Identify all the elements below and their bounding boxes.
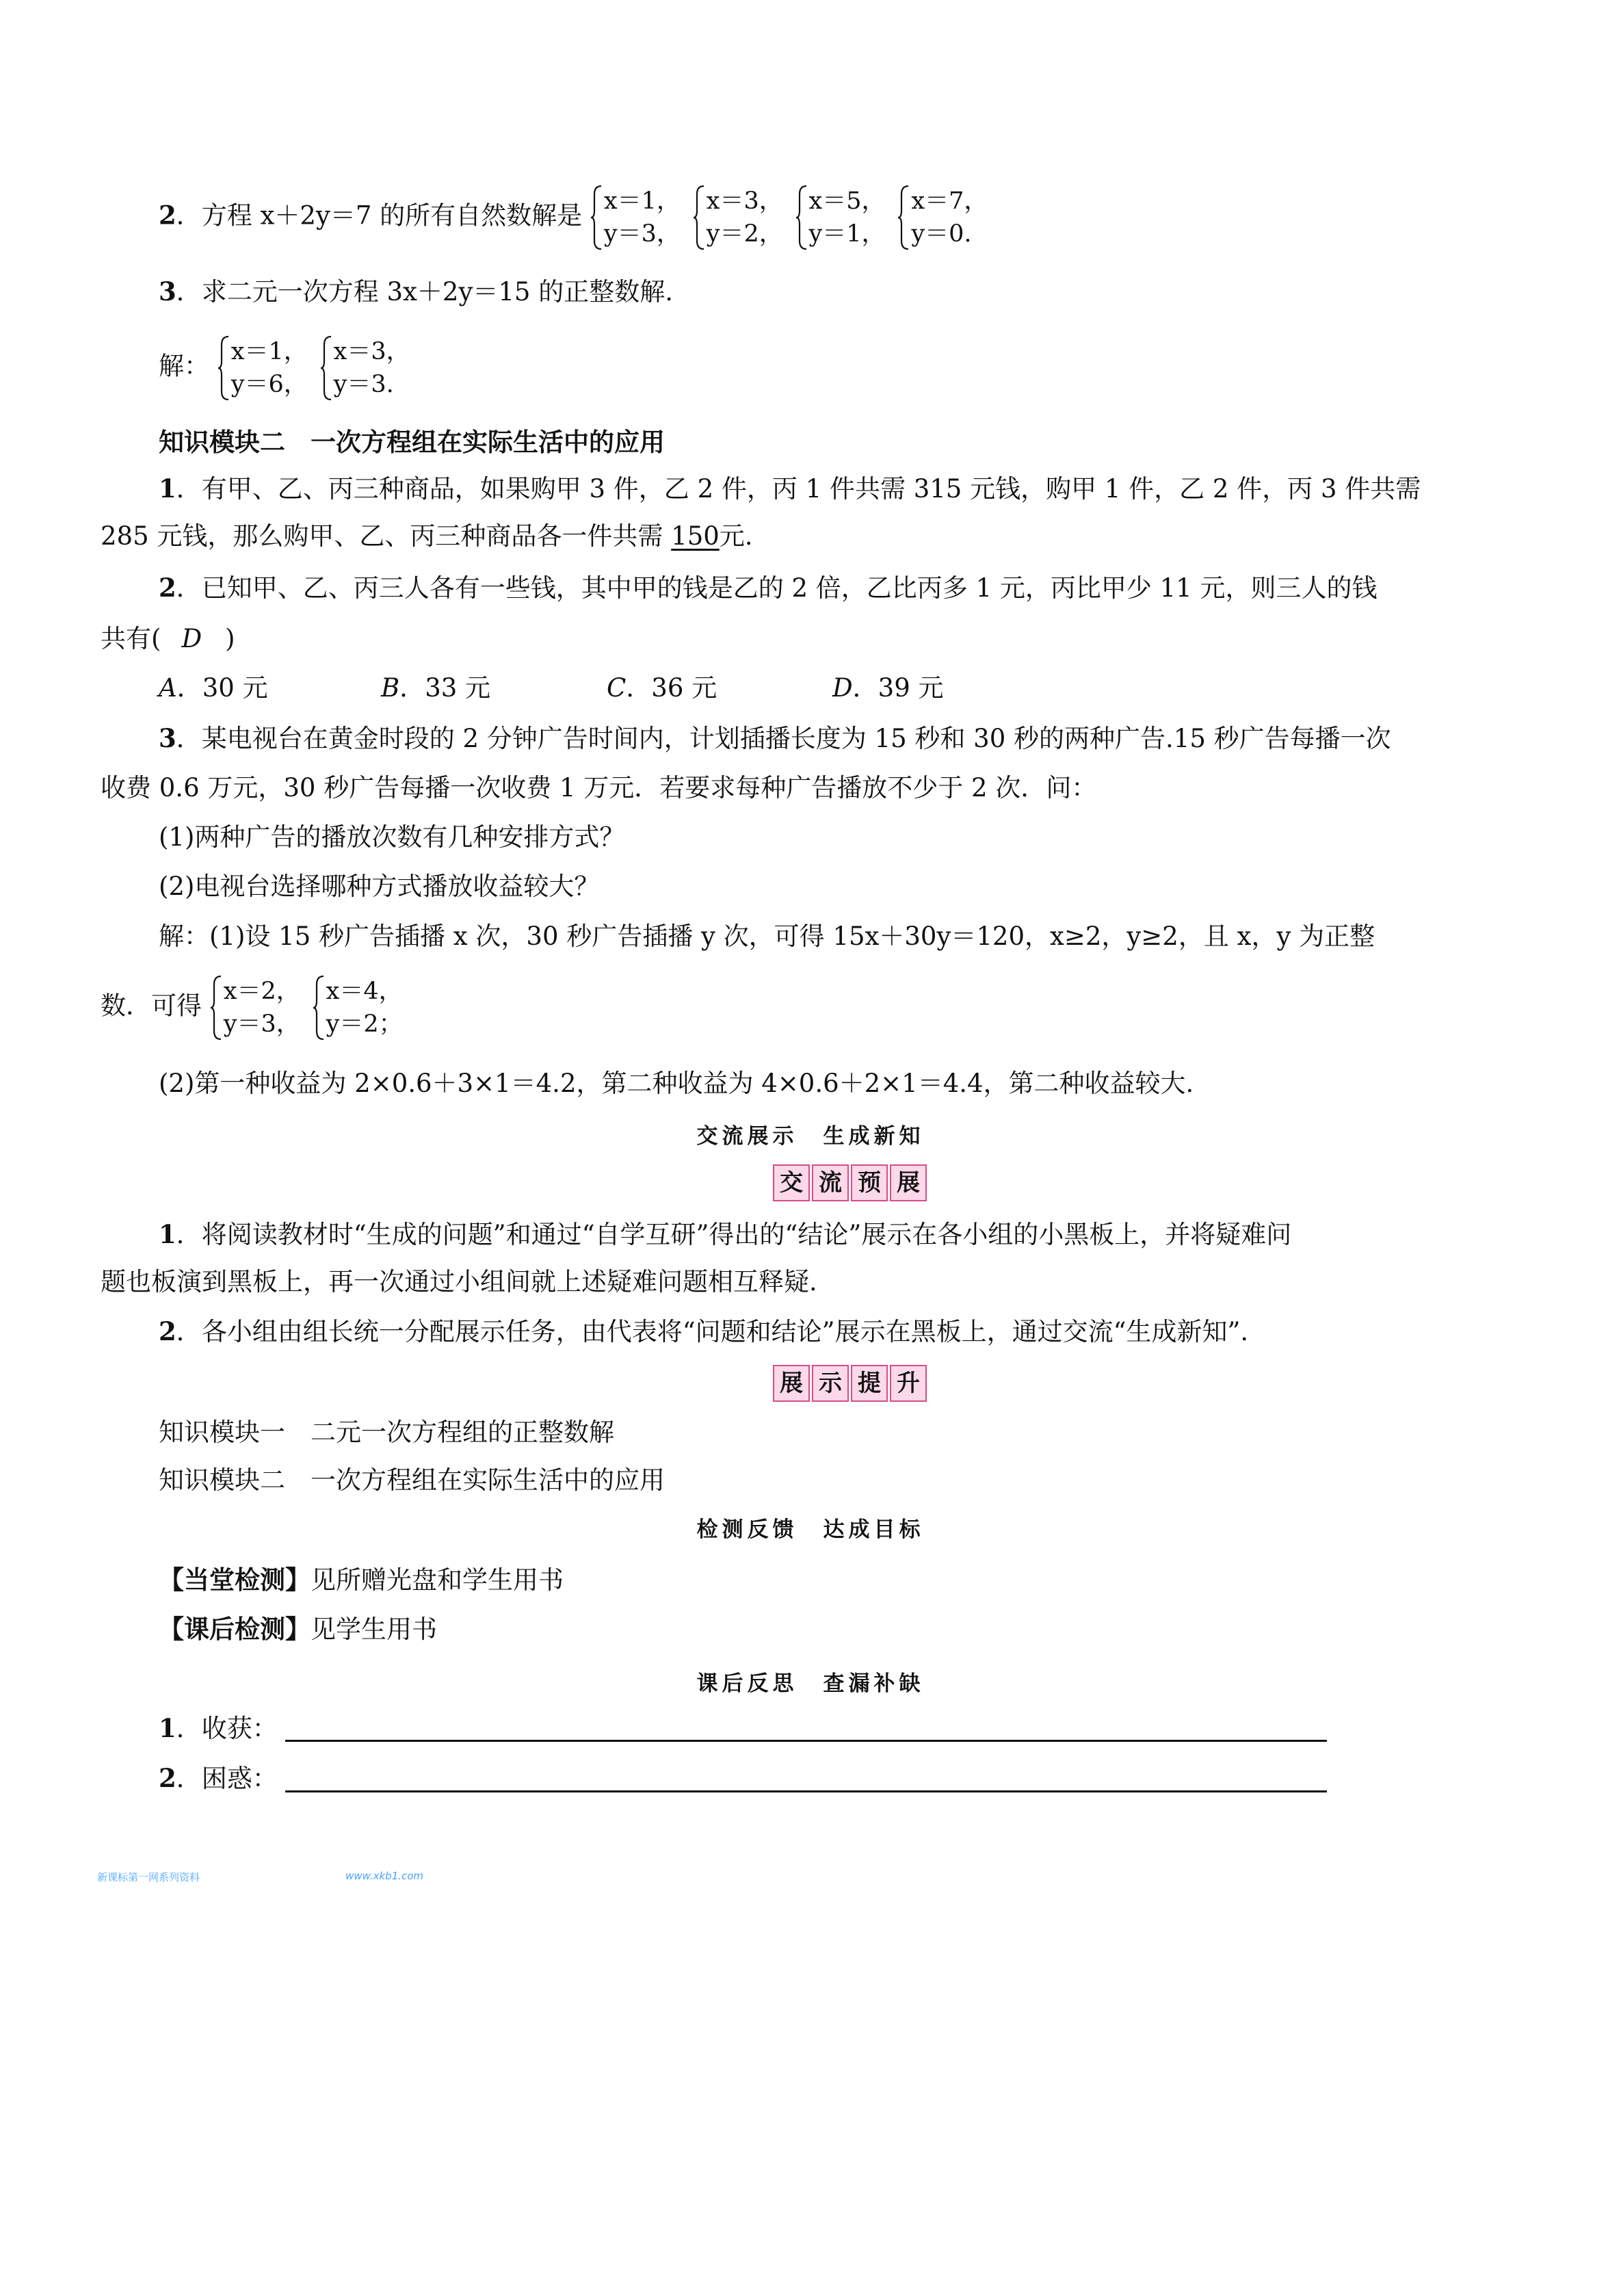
solution-line [159,335,414,401]
reflect-doubt: 2．困惑： [159,1763,278,1793]
option-b: B．33 元 [381,673,491,703]
q-text: ．求二元一次方程 3x＋2y＝15 的正整数解. [176,277,673,306]
knowledge-module-1: 知识模块一 二元一次方程组的正整数解 [159,1418,614,1447]
equation-system: x＝4， y＝2； [313,975,403,1041]
equation-system: x＝3， y＝2， [693,185,783,250]
q-number: 2 [159,1316,176,1346]
q3-sub2: (2)电视台选择哪种方式播放收益较大？ [159,872,600,901]
q-number: 1 [159,473,176,504]
solution-label: 解： [159,351,209,381]
option-d: D．39 元 [832,673,944,703]
equation-system: x＝1， y＝3， [590,185,681,250]
doubt-fill-line [285,1790,1327,1792]
option-c: C．36 元 [607,673,717,703]
answer-blank: 150 [671,521,720,551]
ex1-line2: 题也板演到黑板上，再一次通过小组间就上述疑难问题相互释疑. [101,1267,817,1296]
section-exchange-title: 交流展示 生成新知 [696,1124,925,1149]
footer-right: www.xkb1.com [345,1870,424,1882]
q-number: 3 [159,276,176,306]
exchange-badge: 交 流 预 展 [773,1164,929,1201]
ex2-line1: 2．各小组由组长统一分配展示任务，由代表将“问题和结论”展示在黑板上，通过交流“生成新知”. [159,1316,1249,1346]
q3-line1: 3．某电视台在黄金时段的 2 分钟广告时间内，计划插播长度为 15 秒和 30 秒的两种广告.15 秒广告每播一次 [159,723,1391,753]
equation-system: x＝3， y＝3. [320,335,410,401]
q3-solution1-cont: 数．可得 x＝2， y＝3， x＝4， y＝2； [101,975,407,1041]
check-class: 【当堂检测】见所赠光盘和学生用书 [159,1565,564,1595]
q2-line2: 共有( D ) [101,623,235,655]
q1-line2: 285 元钱，那么购甲、乙、丙三种商品各一件共需 150元. [101,521,753,551]
q-positive-integer [159,275,673,309]
q-text: ．方程 x＋2y＝7 的所有自然数解是 [176,200,583,231]
q-number: 1 [159,1219,176,1249]
q-number: 2 [159,573,176,603]
gain-fill-line [285,1740,1327,1742]
q3-line2: 收费 0.6 万元，30 秒广告每播一次收费 1 万元．若要求每种广告播放不少于 2 次．问： [101,773,1097,803]
display-badge: 展 示 提 升 [773,1365,929,1402]
equation-system: x＝5， y＝1， [795,185,886,250]
reflect-gain: 1．收获： [159,1713,278,1743]
footer-left: 新课标第一网系列资料 [97,1871,200,1883]
knowledge-module-2: 知识模块二 一次方程组在实际生活中的应用 [159,1465,665,1495]
q3-solution1: 解：(1)设 15 秒广告插播 x 次，30 秒广告插播 y 次，可得 15x＋30y＝120，x≥2，y≥2，且 x，y 为正整 [159,922,1375,951]
q3-solution2: (2)第一种收益为 2×0.6＋3×1＝4.2，第二种收益为 4×0.6＋2×1＝4.4，第二种收益较大. [159,1069,1194,1098]
equation-system: x＝1， y＝6， [218,335,308,401]
module-heading: 知识模块二 一次方程组在实际生活中的应用 [159,427,665,457]
ex1-line1: 1．将阅读教材时“生成的问题”和通过“自学互研”得出的“结论”展示在各小组的小黑板上，并将疑难问 [159,1219,1292,1249]
answer-choice: D [181,624,202,653]
q3-sub1: (1)两种广告的播放次数有几种安排方式？ [159,822,625,852]
q1-line1: 1．有甲、乙、丙三种商品，如果购甲 3 件，乙 2 件，丙 1 件共需 315 元钱，购甲 1 件，乙 2 件，丙 3 件共需 [159,473,1421,504]
equation-system: x＝2， y＝3， [210,975,300,1041]
equation-system: x＝7， y＝0. [897,185,988,250]
check-after: 【课后检测】见学生用书 [159,1614,437,1644]
q-natural-solutions [159,185,992,250]
section-check-title: 检测反馈 达成目标 [696,1517,925,1542]
option-a: A．30 元 [159,673,268,703]
q2-line1: 2．已知甲、乙、丙三人各有一些钱，其中甲的钱是乙的 2 倍，乙比丙多 1 元，丙比甲少 11 元，则三人的钱 [159,573,1378,603]
q-number: 3 [159,723,176,753]
q-number: 2 [159,200,176,231]
section-reflect-title: 课后反思 查漏补缺 [696,1671,925,1696]
